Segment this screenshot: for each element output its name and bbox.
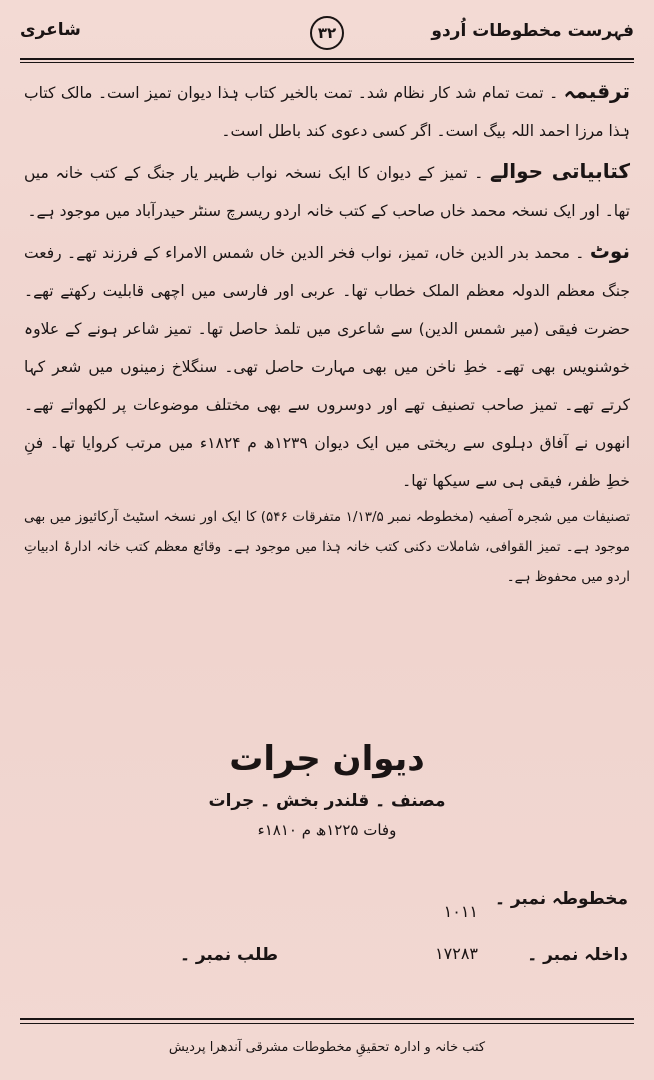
manuscript-number-value: ۱۰۱۱ xyxy=(443,902,478,921)
colophon-label: ترقیمہ xyxy=(563,79,630,103)
note-text: ۔ محمد بدر الدین خاں، تمیز، نواب فخر الدین خاں شمس الامراء کے فرزند تھے۔ رفعت جنگ معظم الدولہ معظم الملک خطاب تھا۔ عربی اور فارسی میں اچھی قابلیت رکھتے تھے۔ حضرت فیقی (میر شمس الدین) سے شاعری میں تلمذ حاصل تھا۔ تمیز شاعر ہونے کے علاوہ خوشنویس بھی تھے۔ خطِ ناخن میں بھی مہارت حاصل تھی۔ سنگلاخ زمینوں میں شعر کہا کرتے تھے۔ تمیز صاحب تصنیف تھے اور دوسروں سے بھی مختلف موضوعات پر لکھواتے تھے۔ انھوں نے آفاق دہلوی سے ریختی میں ایک دیوان ۱۲۳۹ھ م ۱۸۲۴ء میں مرتب کروایا تھا۔ فنِ خطِ ظفر، فیقی ہی سے سیکھا تھا۔ xyxy=(24,244,630,490)
accession-number-row xyxy=(26,944,628,976)
accession-number-label: داخلہ نمبر ۔ xyxy=(527,945,628,965)
manuscript-number-row xyxy=(26,888,628,920)
page-header xyxy=(20,14,634,52)
header-section: شاعری xyxy=(20,20,81,40)
header-rule-thin xyxy=(20,62,634,63)
colophon-text: ۔ تمت تمام شد کار نظام شد۔ تمت بالخیر کتاب ہٰذا دیوان تمیز است۔ مالک کتاب ہٰذا مرزا احمد اللہ بیگ است۔ اگر کسی دعوی کند باطل است۔ xyxy=(24,84,630,140)
paragraph-works xyxy=(24,502,630,592)
works-text: تصنیفات میں شجرہ آصفیہ (مخطوطہ نمبر ۱/۱۳/۵ متفرقات ۵۴۶) کا ایک اور نسخہ اسٹیٹ آرکائیوز میں بھی موجود ہے۔ تمیز القوافی، شاملات دکنی کتب خانہ ہٰذا میں موجود ہے۔ وقائع معظم کتب خانہ ادارۂ ادبیاتِ اردو میں محفوظ ہے۔ xyxy=(24,509,630,585)
header-title: فہرست مخطوطات اُردو xyxy=(431,21,634,41)
page-footer: کتب خانہ و ادارہ تحقیقِ مخطوطات مشرقی آندھرا پردیش xyxy=(168,1040,486,1055)
catalog-entry xyxy=(20,736,634,839)
footer-rule-thin xyxy=(20,1023,634,1024)
entry-metadata xyxy=(26,888,628,988)
body-text xyxy=(24,72,630,594)
paragraph-references xyxy=(24,152,630,230)
header-rule xyxy=(20,58,634,60)
entry-title: دیوان جرات xyxy=(229,739,425,779)
entry-death-date: وفات ۱۲۲۵ھ م ۱۸۱۰ء xyxy=(257,821,397,839)
call-number-label: طلب نمبر ۔ xyxy=(179,945,278,965)
footer-rule xyxy=(20,1018,634,1020)
references-label: کتابیاتی حوالے xyxy=(490,159,631,183)
note-label: نوٹ xyxy=(589,239,630,263)
manuscript-number-label: مخطوطہ نمبر ۔ xyxy=(494,889,628,909)
paragraph-colophon xyxy=(24,72,630,150)
references-text: ۔ تمیز کے دیوان کا ایک نسخہ نواب ظہیر یار جنگ کے کتب خانہ میں تھا۔ اور ایک نسخہ محمد خاں صاحب کے کتب خانہ اردو ریسرچ سنٹر حیدرآباد میں موجود ہے۔ xyxy=(24,164,630,220)
accession-number-value: ۱۷۲۸۳ xyxy=(435,944,478,963)
page-number: ۳۲ xyxy=(310,16,344,50)
entry-author: مصنف ۔ قلندر بخش ۔ جرات xyxy=(208,791,446,811)
paragraph-note xyxy=(24,232,630,500)
